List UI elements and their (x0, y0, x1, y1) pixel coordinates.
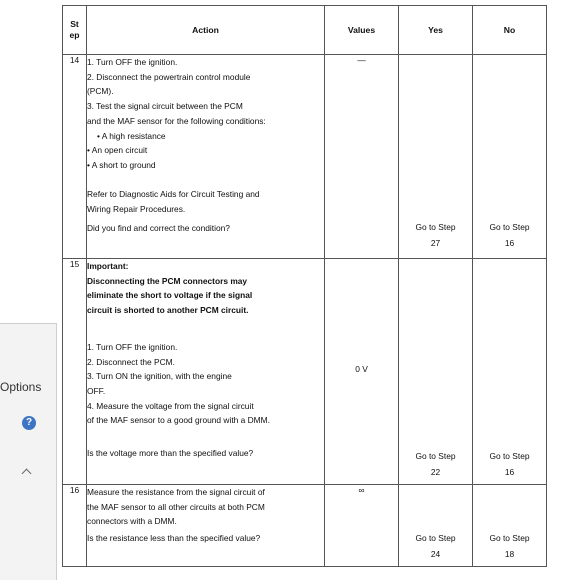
yes-goto-label: Go to Step (415, 533, 456, 543)
chevron-up-icon[interactable] (22, 469, 32, 479)
no-goto-label: Go to Step (489, 451, 530, 461)
value-cell: 0 V (325, 259, 399, 485)
diagnostic-table (62, 5, 547, 567)
action-line: 2. Disconnect the PCM. (87, 356, 175, 367)
spacer (87, 428, 324, 446)
yes-cell (399, 55, 473, 259)
header-step (63, 6, 87, 55)
action-line: 1. Turn OFF the ignition. (87, 341, 178, 352)
yes-goto-label: Go to Step (415, 451, 456, 461)
yes-goto-step[interactable]: 24 (430, 549, 441, 559)
table-row (63, 485, 547, 567)
action-line: the MAF sensor to all other circuits at both PCM (87, 501, 265, 512)
action-line: of the MAF sensor to a good ground with a DMM. (87, 415, 270, 426)
yes-goto-step[interactable]: 27 (430, 238, 441, 248)
important-line: eliminate the short to voltage if the signal (87, 290, 253, 301)
action-line: 3. Turn ON the ignition, with the engine (87, 371, 232, 382)
no-goto-step[interactable]: 16 (504, 238, 515, 248)
no-goto-label: Go to Step (489, 533, 530, 543)
table-row (63, 259, 547, 485)
action-line: (PCM). (87, 86, 114, 97)
question-line: Is the voltage more than the specified value? (87, 448, 254, 459)
question-line: Is the resistance less than the specified value? (87, 533, 261, 544)
action-line: 2. Disconnect the powertrain control module (87, 71, 251, 82)
action-line: Wiring Repair Procedures. (87, 204, 186, 215)
step-number: 16 (63, 485, 87, 567)
no-cell (473, 259, 547, 485)
yes-cell (399, 259, 473, 485)
no-cell (473, 485, 547, 567)
action-line: 1. Turn OFF the ignition. (87, 57, 178, 67)
help-icon[interactable]: ? (22, 416, 36, 430)
action-line: • A high resistance (97, 130, 166, 141)
table-header-row (63, 6, 547, 55)
value-cell: ∞ (325, 485, 399, 567)
no-goto-label: Go to Step (489, 222, 530, 232)
no-goto-step[interactable]: 16 (504, 467, 515, 477)
yes-goto-step[interactable]: 22 (430, 467, 441, 477)
header-action: Action (87, 6, 325, 55)
background-app-panel (0, 323, 57, 580)
header-no: No (473, 6, 547, 55)
spacer (87, 318, 324, 340)
action-cell (87, 485, 325, 567)
no-cell (473, 55, 547, 259)
header-step-line1: St (70, 19, 79, 29)
action-line: 4. Measure the voltage from the signal circuit (87, 400, 254, 411)
step-number: 14 (63, 55, 87, 259)
action-line: Measure the resistance from the signal circuit of (87, 487, 265, 497)
spacer (87, 173, 324, 188)
action-line: OFF. (87, 385, 106, 396)
header-yes: Yes (399, 6, 473, 55)
action-line: and the MAF sensor for the following conditions: (87, 115, 266, 126)
action-line: • A short to ground (87, 159, 156, 170)
table-row (63, 55, 547, 259)
action-line: connectors with a DMM. (87, 516, 177, 527)
important-heading: Important: (87, 261, 129, 271)
question-line: Did you find and correct the condition? (87, 222, 230, 233)
value-cell: — (325, 55, 399, 259)
yes-cell (399, 485, 473, 567)
action-cell (87, 55, 325, 259)
yes-goto-label: Go to Step (415, 222, 456, 232)
action-line: 3. Test the signal circuit between the PCM (87, 101, 243, 112)
action-line: Refer to Diagnostic Aids for Circuit Testing and (87, 189, 260, 200)
step-number: 15 (63, 259, 87, 485)
header-step-line2: ep (69, 30, 80, 40)
action-line: • An open circuit (87, 145, 148, 156)
no-goto-step[interactable]: 18 (504, 549, 515, 559)
important-line: Disconnecting the PCM connectors may (87, 275, 248, 286)
action-cell (87, 259, 325, 485)
header-values: Values (325, 6, 399, 55)
options-label[interactable]: Options (0, 380, 42, 394)
important-line: circuit is shorted to another PCM circuit. (87, 305, 249, 316)
